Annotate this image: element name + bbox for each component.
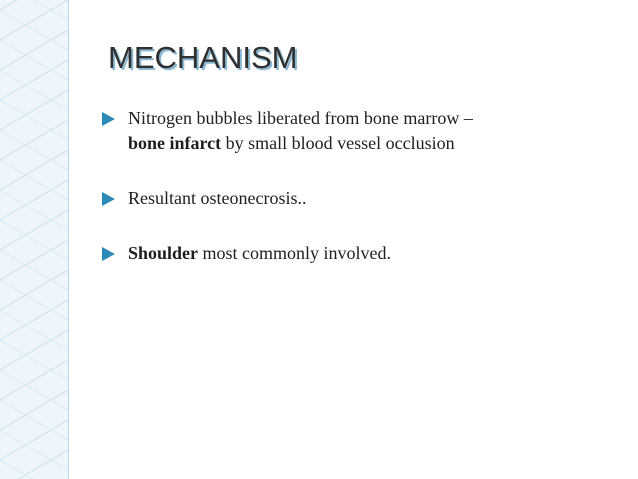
bullet-bold-term: bone infarct: [128, 133, 222, 153]
bullet-bold-term: Shoulder: [128, 243, 199, 263]
slide-title: MECHANISM: [108, 40, 298, 75]
bullet-text: Resultant osteonecrosis..: [128, 188, 307, 208]
bullet-item-nitrogen-bubbles: [102, 106, 622, 156]
bullet-arrow-icon: [102, 247, 115, 261]
bullet-arrow-icon: [102, 192, 115, 206]
bullet-arrow-icon: [102, 112, 115, 126]
bullet-text-continued: most commonly involved.: [198, 243, 392, 263]
bullet-item-shoulder: [102, 241, 622, 266]
diagonal-stripes-decoration: [0, 0, 68, 479]
bullet-text-continued: by small blood vessel occlusion: [221, 133, 455, 153]
decorative-side-panel: [0, 0, 69, 479]
bullet-text: Nitrogen bubbles liberated from bone marrow –: [128, 108, 473, 128]
bullet-item-osteonecrosis: [102, 186, 622, 211]
bullet-list: [102, 106, 622, 296]
